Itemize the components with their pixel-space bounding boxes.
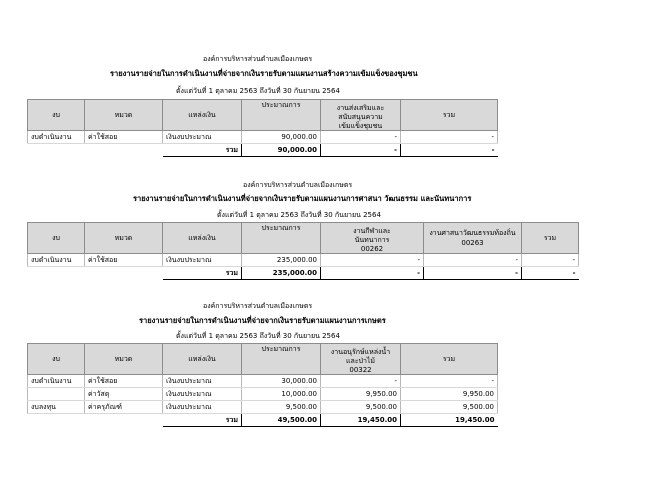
total-cell: - [522, 267, 579, 280]
col-header: งบ [28, 100, 85, 131]
cell: ค่าใช้สอย [85, 254, 163, 267]
report-period: ตั้งแต่วันที่ 1 ตุลาคม 2563 ถึงวันที่ 30 กันยายน 2564 [176, 332, 340, 340]
total-cell: 19,450.00 [401, 414, 498, 427]
total-label: รวม [163, 144, 242, 157]
col-header-text: งานกีฬาและ นันทนาการ 00262 [353, 227, 391, 253]
col-header-text: งานอนุรักษ์แหล่งน้ำ และป่าไม้ 00322 [330, 348, 391, 374]
col-header [321, 100, 401, 131]
col-header-text: งานศาสนาวัฒนธรรมท้องถิ่น 00263 [429, 229, 516, 247]
total-cell: - [321, 144, 401, 157]
table-row [28, 131, 498, 144]
cell: งบลงทุน [28, 401, 85, 414]
col-header: งบ [28, 344, 85, 375]
report-table [27, 222, 579, 280]
cell: 9,500.00 [401, 401, 498, 414]
table-row [28, 401, 498, 414]
cell: 9,950.00 [401, 388, 498, 401]
cell: - [401, 131, 498, 144]
col-header [424, 223, 522, 254]
report-org: องค์การบริหารส่วนตำบลเมืองเกษตร [203, 55, 313, 63]
col-header: รวม [401, 344, 498, 375]
cell: - [321, 131, 401, 144]
col-header: งบ [28, 223, 85, 254]
col-header [321, 223, 424, 254]
col-header: แหล่งเงิน [163, 223, 242, 254]
cell: 9,500.00 [242, 401, 321, 414]
cell: ค่าครุภัณฑ์ [85, 401, 163, 414]
cell [28, 388, 85, 401]
total-cell: - [321, 267, 424, 280]
cell: 9,950.00 [321, 388, 401, 401]
col-header: รวม [401, 100, 498, 131]
cell: เงินงบประมาณ [163, 388, 242, 401]
cell: 9,500.00 [321, 401, 401, 414]
cell: 10,000.00 [242, 388, 321, 401]
cell: 235,000.00 [242, 254, 321, 267]
col-header: รวม [522, 223, 579, 254]
col-header: ประมาณการ [242, 344, 321, 375]
cell: - [321, 375, 401, 388]
cell: ค่าใช้สอย [85, 131, 163, 144]
table-row [28, 254, 579, 267]
col-header: แหล่งเงิน [163, 344, 242, 375]
total-label: รวม [163, 267, 242, 280]
total-row [28, 267, 579, 280]
report-org: องค์การบริหารส่วนตำบลเมืองเกษตร [203, 302, 313, 310]
col-header: ประมาณการ [242, 100, 321, 131]
cell: เงินงบประมาณ [163, 375, 242, 388]
cell: 30,000.00 [242, 375, 321, 388]
total-cell: - [424, 267, 522, 280]
report-period: ตั้งแต่วันที่ 1 ตุลาคม 2563 ถึงวันที่ 30 กันยายน 2564 [217, 211, 381, 219]
col-header: ประมาณการ [242, 223, 321, 254]
cell: - [424, 254, 522, 267]
report-title: รายงานรายจ่ายในการดำเนินงานที่จ่ายจากเงินรายรับตามแผนงานการศาสนา วัฒนธรรม และนันทนาการ [133, 194, 472, 203]
table-row [28, 388, 498, 401]
report-title: รายงานรายจ่ายในการดำเนินงานที่จ่ายจากเงินรายรับตามแผนงานการเกษตร [139, 316, 386, 325]
total-cell: - [401, 144, 498, 157]
total-cell: 19,450.00 [321, 414, 401, 427]
col-header: แหล่งเงิน [163, 100, 242, 131]
total-row [28, 144, 498, 157]
col-header [321, 344, 401, 375]
col-header: หมวด [85, 100, 163, 131]
total-label: รวม [163, 414, 242, 427]
report-table [27, 343, 498, 427]
cell: งบดำเนินงาน [28, 131, 85, 144]
cell: - [321, 254, 424, 267]
table-row [28, 375, 498, 388]
cell: เงินงบประมาณ [163, 131, 242, 144]
cell: งบดำเนินงาน [28, 375, 85, 388]
cell: - [401, 375, 498, 388]
report-table [27, 99, 498, 157]
report-title: รายงานรายจ่ายในการดำเนินงานที่จ่ายจากเงินรายรับตามแผนงานสร้างความเข้มแข็งของชุมชน [110, 69, 418, 78]
cell: งบดำเนินงาน [28, 254, 85, 267]
cell: - [522, 254, 579, 267]
cell: เงินงบประมาณ [163, 254, 242, 267]
report-org: องค์การบริหารส่วนตำบลเมืองเกษตร [243, 181, 353, 189]
col-header-text: งานส่งเสริมและ สนับสนุนความ เข้มแข็งชุมชน [336, 104, 385, 130]
report-period: ตั้งแต่วันที่ 1 ตุลาคม 2563 ถึงวันที่ 30 กันยายน 2564 [176, 87, 340, 95]
total-cell: 90,000.00 [242, 144, 321, 157]
cell: ค่าวัสดุ [85, 388, 163, 401]
col-header: หมวด [85, 344, 163, 375]
total-cell: 49,500.00 [242, 414, 321, 427]
cell: 90,000.00 [242, 131, 321, 144]
col-header: หมวด [85, 223, 163, 254]
cell: ค่าใช้สอย [85, 375, 163, 388]
total-row [28, 414, 498, 427]
total-cell: 235,000.00 [242, 267, 321, 280]
cell: เงินงบประมาณ [163, 401, 242, 414]
